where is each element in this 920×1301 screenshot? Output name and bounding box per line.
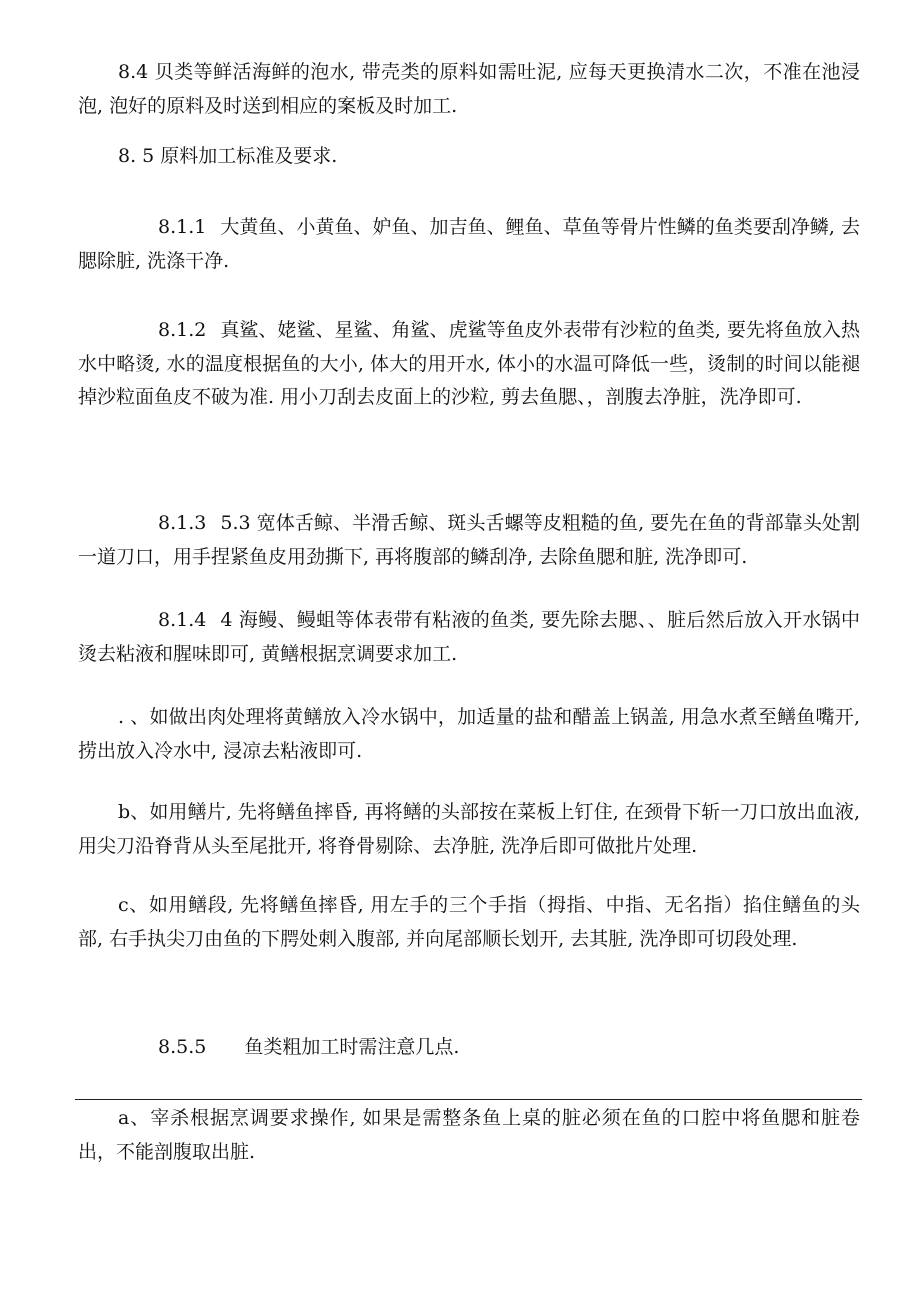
paragraph-8-4: 8.4 贝类等鲜活海鲜的泡水, 带壳类的原料如需吐泥, 应每天更换清水二次，不准在池浸泡, 泡好的原料及时送到相应的案板及时加工. [78,61,860,117]
paragraph-item-a2: a、宰杀根据烹调要求操作, 如果是需整条鱼上桌的脏必须在鱼的口腔中将鱼腮和脏卷出，不能剖腹取出脏. [78,1107,860,1163]
paragraph-item-a: . 、如做出肉处理将黄鳝放入冷水锅中，加适量的盐和醋盖上锅盖, 用急水煮至鳝鱼嘴开, 捞出放入冷水中, 浸凉去粘液即可. [78,706,860,762]
paragraph-8-1-3 [78,507,860,574]
section-number: 8.5.5 [158,1036,207,1058]
paragraph-item-b: b、如用鳝片, 先将鳝鱼摔昏, 再将鳝的头部按在菜板上钉住, 在颈骨下斩一刀口放出血液, 用尖刀沿脊背从头至尾批开, 将脊骨剔除、去净脏, 洗净后即可做批片处理. [78,801,860,857]
paragraph-text: 5.3 宽体舌鲸、半滑舌鲸、斑头舌螺等皮粗糙的鱼, 要先在鱼的背部靠头处割一道刀口，用手捏紧鱼皮用劲撕下, 再将腹部的鳞刮净, 去除鱼腮和脏, 洗净即可. [78,512,860,568]
paragraph-text: 大黄鱼、小黄鱼、妒鱼、加吉鱼、鲤鱼、草鱼等骨片性鳞的鱼类要刮净鳞, 去腮除脏, 洗涤干净. [78,216,860,272]
section-number: 8.1.4 [158,609,207,631]
paragraph-8-5-heading: 8. 5 原料加工标准及要求. [118,145,338,167]
paragraph-8-1-4 [78,604,860,671]
paragraph-text: 真鲨、姥鲨、星鲨、角鲨、虎鲨等鱼皮外表带有沙粒的鱼类, 要先将鱼放入热水中略烫, 水的温度根据鱼的大小, 体大的用开水, 体小的水温可降低一些，烫制的时间以能褪掉沙粒面鱼皮不破为准. 用小刀刮去皮面上的沙粒, 剪去鱼腮、，剖腹去净脏，洗净即可. [78,319,860,408]
section-number: 8.1.1 [158,216,207,238]
horizontal-rule [75,1099,862,1100]
paragraph-text: 4 海鳗、鳗蛆等体表带有粘液的鱼类, 要先除去腮、、脏后然后放入开水锅中烫去粘液和腥味即可, 黄鳝根据烹调要求加工. [78,609,860,665]
paragraph-item-c: c、如用鳝段, 先将鳝鱼摔昏, 用左手的三个手指（拇指、中指、无名指）掐住鳝鱼的头部, 右手执尖刀由鱼的下腭处刺入腹部, 并向尾部顺长划开, 去其脏, 洗净即可切段处理. [78,894,860,950]
paragraph-text: 鱼类粗加工时需注意几点. [244,1036,460,1058]
section-number: 8.1.2 [158,319,207,341]
section-number: 8.1.3 [158,512,207,534]
paragraph-8-1-1 [78,211,860,278]
paragraph-8-5-5 [78,1031,860,1065]
paragraph-8-1-2 [78,314,860,415]
